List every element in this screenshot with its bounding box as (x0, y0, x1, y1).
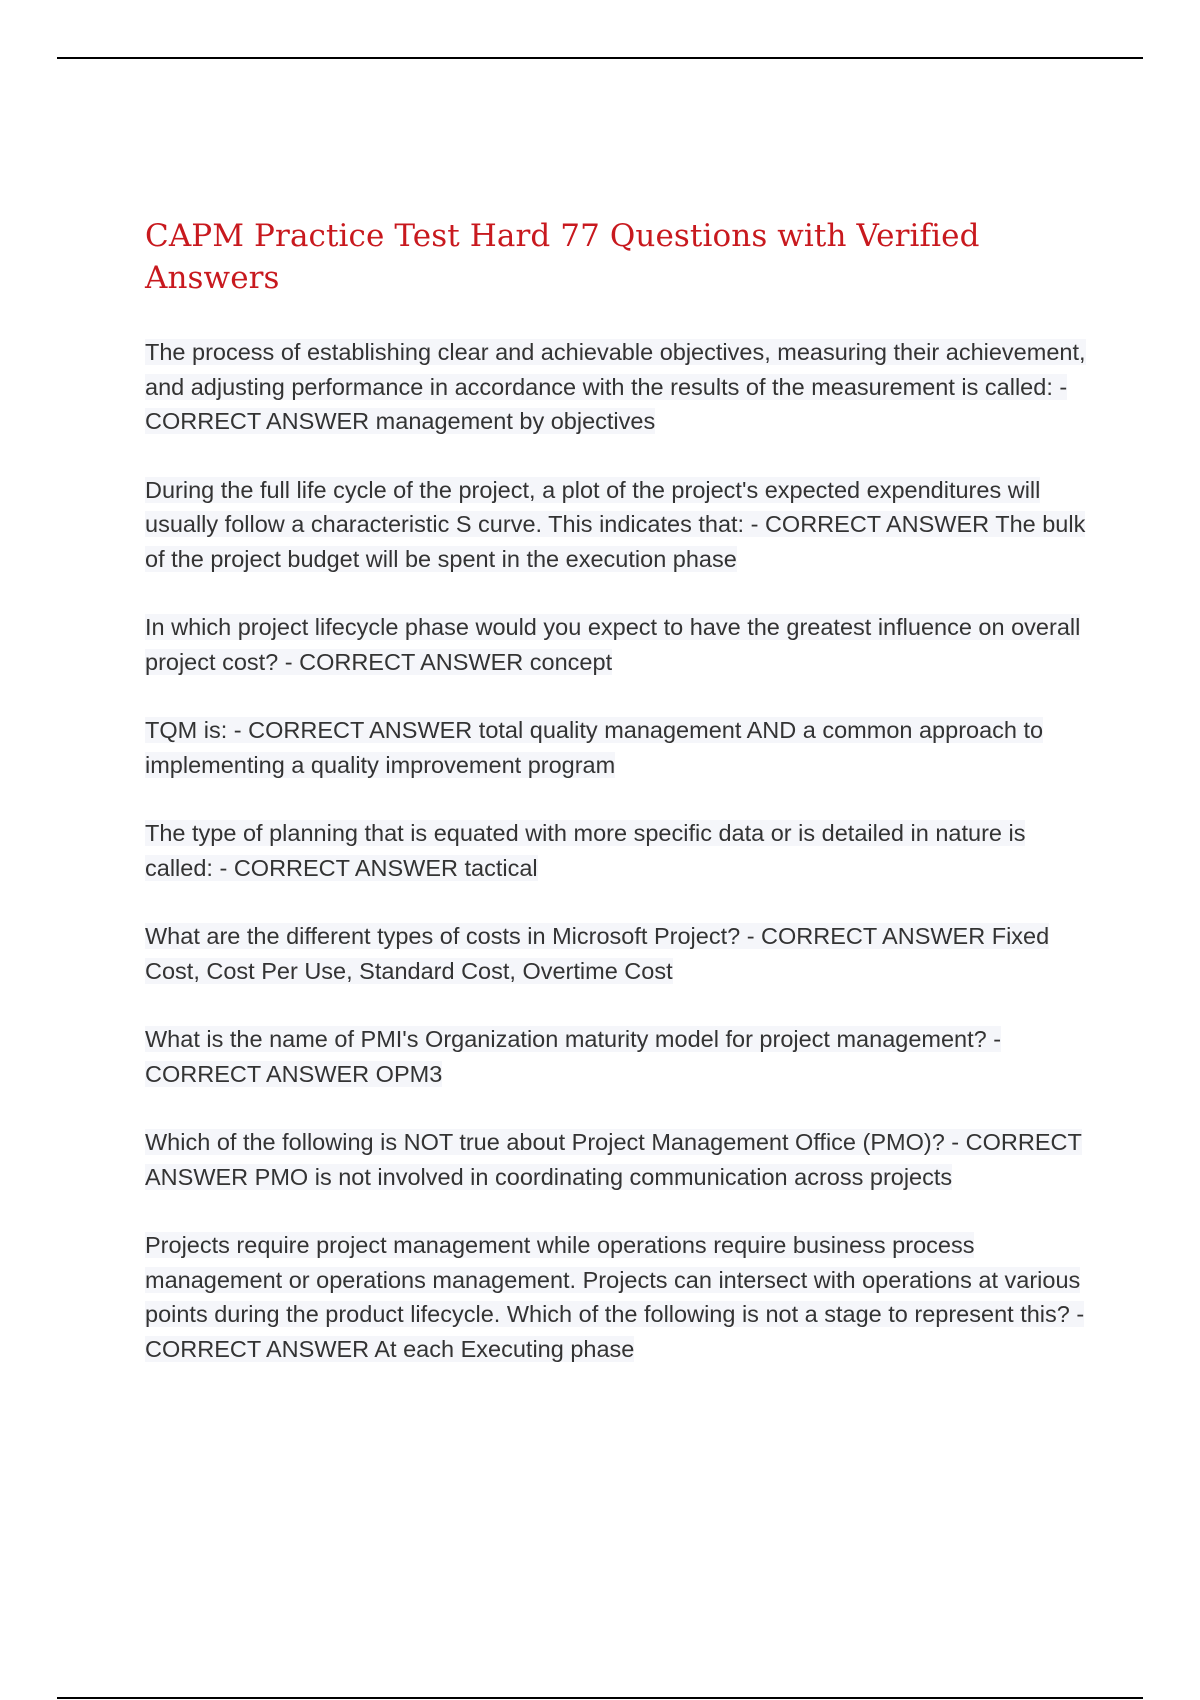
document-body (145, 215, 1090, 1400)
qa-item (145, 473, 1090, 577)
qa-item-text: Projects require project management while operations require business process management or operations management. Projects can intersect with operations at various points during the product lifecycle. Which of the following is not a stage to represent this? - CORRECT ANSWER At each Executing phase (145, 1232, 1085, 1362)
qa-item-text: Which of the following is NOT true about Project Management Office (PMO)? - CORRECT ANSWER PMO is not involved in coordinating communication across projects (145, 1129, 1082, 1190)
footer-rule (57, 1697, 1143, 1699)
qa-item (145, 713, 1090, 782)
qa-item (145, 335, 1090, 439)
qa-item-text: What is the name of PMI's Organization maturity model for project management? - CORRECT ANSWER OPM3 (145, 1026, 1002, 1087)
qa-item (145, 1125, 1090, 1194)
qa-item-text: The process of establishing clear and achievable objectives, measuring their achievement, and adjusting performance in accordance with the results of the measurement is called: - CORRECT ANSWER management by objectives (145, 339, 1086, 434)
qa-item-text: What are the different types of costs in Microsoft Project? - CORRECT ANSWER Fixed Cost, Cost Per Use, Standard Cost, Overtime Cost (145, 923, 1050, 984)
qa-item-text: TQM is: - CORRECT ANSWER total quality management AND a common approach to implementing a quality improvement program (145, 717, 1044, 778)
qa-item (145, 816, 1090, 885)
qa-item-text: The type of planning that is equated with more specific data or is detailed in nature is called: - CORRECT ANSWER tactical (145, 820, 1026, 881)
qa-item-text: In which project lifecycle phase would you expect to have the greatest influence on overall project cost? - CORRECT ANSWER concept (145, 614, 1081, 675)
header-rule (57, 57, 1143, 59)
qa-item (145, 919, 1090, 988)
qa-item-text: During the full life cycle of the project, a plot of the project's expected expenditures will usually follow a characteristic S curve. This indicates that: - CORRECT ANSWER The bulk of the project budget will be spent in the execution phase (145, 476, 1086, 572)
qa-item (145, 610, 1090, 679)
qa-item (145, 1022, 1090, 1091)
document-title: CAPM Practice Test Hard 77 Questions with Verified Answers (145, 218, 980, 296)
qa-item (145, 1228, 1090, 1366)
